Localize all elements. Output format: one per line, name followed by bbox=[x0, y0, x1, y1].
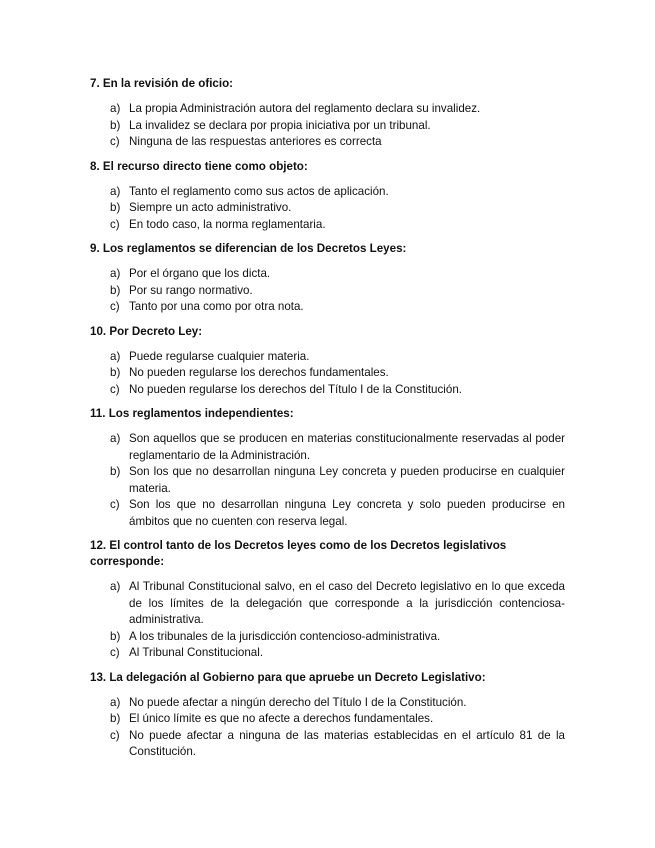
option-list bbox=[90, 579, 565, 662]
question-13 bbox=[90, 670, 565, 761]
option-list bbox=[90, 266, 565, 316]
question-9 bbox=[90, 241, 565, 316]
option-letter: c) bbox=[110, 382, 120, 396]
question-7 bbox=[90, 76, 565, 151]
option-text: Son los que no desarrollan ninguna Ley concreta y solo pueden producirse en ámbitos que no cuenten con reserva legal. bbox=[129, 498, 565, 528]
question-title: 8. El recurso directo tiene como objeto: bbox=[90, 159, 308, 173]
question-title: 11. Los reglamentos independientes: bbox=[90, 407, 294, 420]
option-b bbox=[90, 711, 565, 728]
option-text: Son los que no desarrollan ninguna Ley concreta y pueden producirse en cualquier materia. bbox=[129, 465, 565, 495]
option-a bbox=[90, 184, 565, 201]
option-letter: c) bbox=[110, 728, 120, 742]
option-a bbox=[90, 431, 565, 464]
option-letter: b) bbox=[110, 629, 121, 643]
option-b bbox=[90, 629, 565, 646]
option-letter: c) bbox=[110, 217, 120, 231]
option-text: Por el órgano que los dicta. bbox=[129, 267, 271, 280]
option-b bbox=[90, 283, 565, 300]
option-b bbox=[90, 464, 565, 497]
option-c bbox=[90, 217, 565, 234]
option-b bbox=[90, 118, 565, 135]
question-title: 13. La delegación al Gobierno para que apruebe un Decreto Legislativo: bbox=[90, 670, 486, 684]
option-list bbox=[90, 431, 565, 530]
option-c bbox=[90, 299, 565, 316]
option-text: Son aquellos que se producen en materias constitucionalmente reservadas al poder reglamentario de la Administración. bbox=[129, 432, 565, 462]
option-letter: a) bbox=[110, 102, 121, 115]
option-a bbox=[90, 266, 565, 283]
option-letter: b) bbox=[110, 366, 121, 379]
option-text: Tanto por una como por otra nota. bbox=[129, 300, 304, 313]
option-a bbox=[90, 579, 565, 629]
option-text: La propia Administración autora del reglamento declara su invalidez. bbox=[129, 102, 481, 115]
option-text: No pueden regularse los derechos del Título I de la Constitución. bbox=[129, 382, 462, 396]
option-c bbox=[90, 728, 565, 761]
option-text: En todo caso, la norma reglamentaria. bbox=[129, 217, 326, 231]
option-letter: c) bbox=[110, 135, 120, 148]
question-title: 10. Por Decreto Ley: bbox=[90, 324, 203, 338]
option-letter: b) bbox=[110, 712, 121, 725]
question-title: 12. El control tanto de los Decretos leyes como de los Decretos legislativos corresponde: bbox=[90, 539, 507, 568]
option-letter: a) bbox=[110, 184, 121, 198]
option-letter: a) bbox=[110, 432, 121, 445]
option-letter: a) bbox=[110, 349, 121, 363]
option-text: No pueden regularse los derechos fundamentales. bbox=[129, 366, 389, 379]
option-text: No puede afectar a ninguna de las materias establecidas en el artículo 81 de la Constitución. bbox=[129, 728, 565, 758]
option-list bbox=[90, 184, 565, 234]
question-8 bbox=[90, 159, 565, 234]
option-a bbox=[90, 695, 565, 712]
option-text: Ninguna de las respuestas anteriores es correcta bbox=[129, 135, 382, 148]
option-list bbox=[90, 101, 565, 151]
option-c bbox=[90, 497, 565, 530]
option-letter: b) bbox=[110, 201, 121, 214]
option-text: A los tribunales de la jurisdicción contencioso-administrativa. bbox=[129, 629, 441, 643]
option-text: No puede afectar a ningún derecho del Título I de la Constitución. bbox=[129, 695, 467, 709]
option-letter: c) bbox=[110, 498, 120, 511]
option-a bbox=[90, 101, 565, 118]
option-text: Puede regularse cualquier materia. bbox=[129, 349, 310, 363]
option-letter: c) bbox=[110, 300, 120, 313]
option-text: Al Tribunal Constitucional. bbox=[129, 646, 264, 659]
option-text: Al Tribunal Constitucional salvo, en el caso del Decreto legislativo en lo que exceda de los límites de la delegación que corresponde a la jurisdicción contenciosa-administrativa. bbox=[129, 580, 565, 626]
question-title: 7. En la revisión de oficio: bbox=[90, 77, 234, 90]
question-12 bbox=[90, 538, 565, 662]
option-letter: b) bbox=[110, 465, 121, 478]
option-list bbox=[90, 349, 565, 399]
question-title: 9. Los reglamentos se diferencian de los Decretos Leyes: bbox=[90, 242, 407, 255]
option-c bbox=[90, 382, 565, 399]
option-letter: b) bbox=[110, 118, 121, 132]
option-c bbox=[90, 134, 565, 151]
option-text: El único límite es que no afecte a derechos fundamentales. bbox=[129, 712, 434, 725]
option-text: Tanto el reglamento como sus actos de aplicación. bbox=[129, 184, 389, 198]
option-text: La invalidez se declara por propia iniciativa por un tribunal. bbox=[129, 118, 431, 132]
question-11 bbox=[90, 406, 565, 530]
option-letter: b) bbox=[110, 283, 121, 297]
option-list bbox=[90, 695, 565, 761]
option-b bbox=[90, 200, 565, 217]
option-c bbox=[90, 645, 565, 662]
option-letter: a) bbox=[110, 267, 121, 280]
option-letter: a) bbox=[110, 695, 121, 709]
question-10 bbox=[90, 324, 565, 399]
option-letter: c) bbox=[110, 646, 120, 659]
option-a bbox=[90, 349, 565, 366]
option-text: Por su rango normativo. bbox=[129, 283, 253, 297]
option-letter: a) bbox=[110, 580, 121, 593]
option-text: Siempre un acto administrativo. bbox=[129, 201, 292, 214]
option-b bbox=[90, 365, 565, 382]
